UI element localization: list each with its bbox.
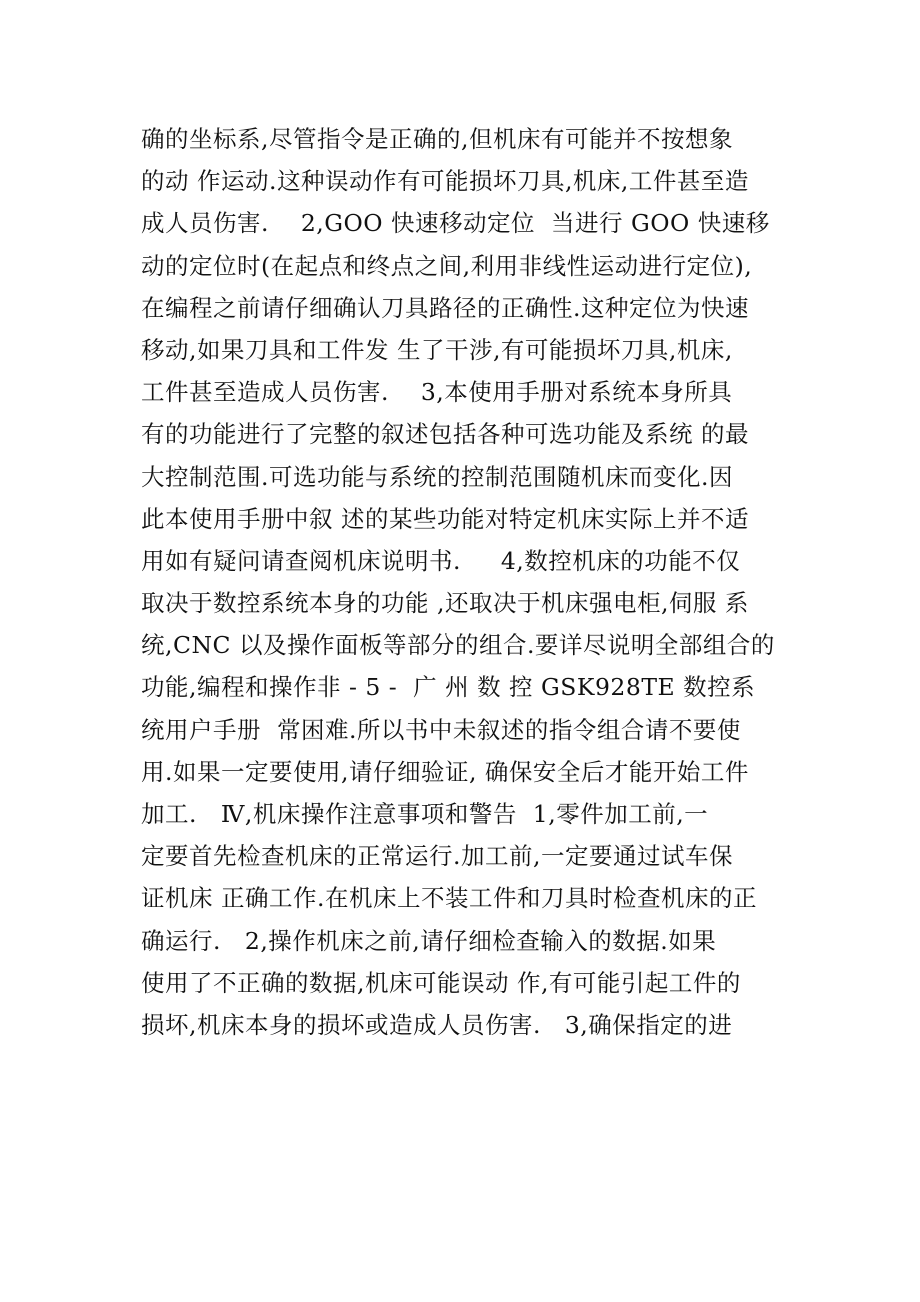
- text-line-6: 移动,如果刀具和工件发 生了干涉,有可能损坏刀具,机床,: [141, 335, 733, 364]
- body-text: [141, 118, 801, 1046]
- text-line-15: 统用户手册 常困难.所以书中未叙述的指令组合请不要使: [141, 715, 741, 744]
- text-line-20: 确运行. 2,操作机床之前,请仔细检查输入的数据.如果: [141, 926, 717, 955]
- text-line-7: 工件甚至造成人员伤害. 3,本使用手册对系统本身所具: [141, 378, 733, 407]
- text-line-4: 动的定位时(在起点和终点之间,利用非线性运动进行定位),: [141, 251, 753, 280]
- text-line-10: 此本使用手册中叙 述的某些功能对特定机床实际上并不适: [141, 504, 749, 533]
- text-line-19: 证机床 正确工作.在机床上不装工件和刀具时检查机床的正: [141, 884, 757, 913]
- text-line-21: 使用了不正确的数据,机床可能误动 作,有可能引起工件的: [141, 968, 741, 997]
- text-line-12: 取决于数控系统本身的功能 ,还取决于机床强电柜,伺服 系: [141, 589, 749, 618]
- text-line-18: 定要首先检查机床的正常运行.加工前,一定要通过试车保: [141, 842, 733, 871]
- text-line-14: 功能,编程和操作非 - 5 - 广 州 数 控 GSK928TE 数控系: [141, 673, 756, 702]
- text-line-13: 统,CNC 以及操作面板等部分的组合.要详尽说明全部组合的: [141, 631, 775, 660]
- text-line-9: 大控制范围.可选功能与系统的控制范围随机床而变化.因: [141, 462, 733, 491]
- text-line-8: 有的功能进行了完整的叙述包括各种可选功能及系统 的最: [141, 420, 749, 449]
- text-line-22: 损坏,机床本身的损坏或造成人员伤害. 3,确保指定的进: [141, 1010, 733, 1039]
- text-line-2: 的动 作运动.这种误动作有可能损坏刀具,机床,工件甚至造: [141, 167, 749, 196]
- text-line-1: 确的坐标系,尽管指令是正确的,但机床有可能并不按想象: [141, 125, 733, 153]
- text-line-11: 用如有疑问请查阅机床说明书. 4,数控机床的功能不仅: [141, 546, 741, 575]
- text-line-5: 在编程之前请仔细确认刀具路径的正确性.这种定位为快速: [141, 293, 749, 322]
- text-line-17: 加工. Ⅳ,机床操作注意事项和警告 1,零件加工前,一: [141, 800, 709, 828]
- text-line-3: 成人员伤害. 2,GOO 快速移动定位 当进行 GOO 快速移: [141, 209, 770, 238]
- text-line-16: 用.如果一定要使用,请仔细验证, 确保安全后才能开始工件: [141, 757, 749, 786]
